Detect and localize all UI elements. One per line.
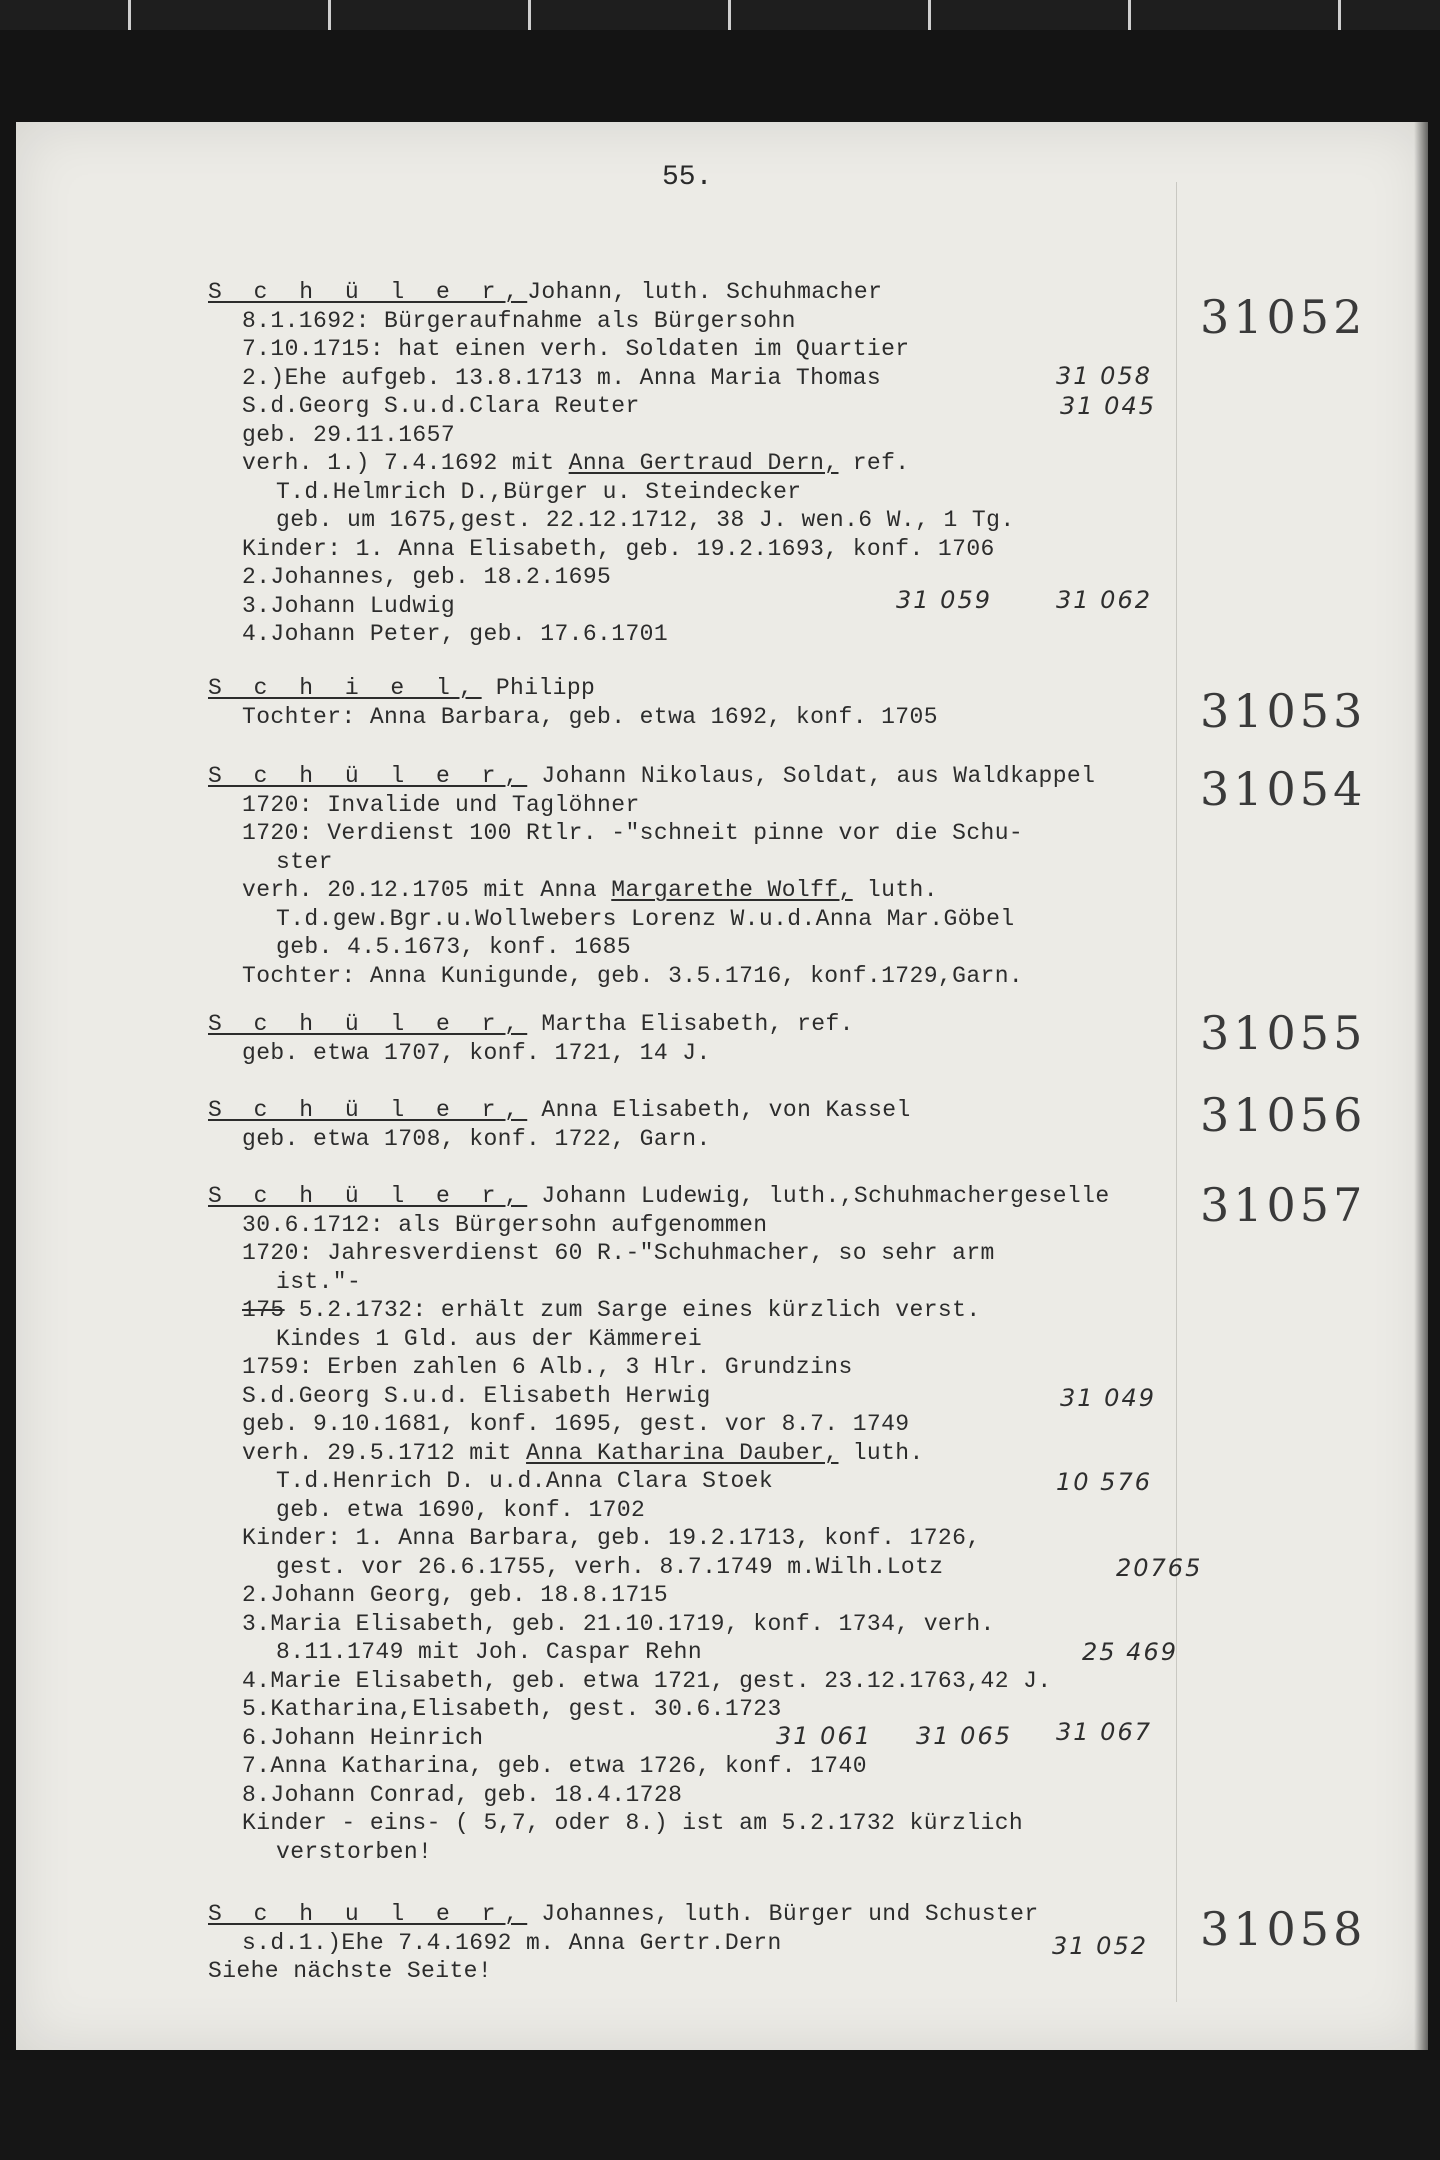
entry-heading: Johann Nikolaus, Soldat, aus Waldkappel [527,763,1096,789]
entry-line: 7.Anna Katharina, geb. etwa 1726, konf. 1740 [242,1753,867,1779]
entry-line: geb. 4.5.1673, konf. 1685 [276,934,632,960]
handwritten-reference: 31 061 [776,1722,872,1750]
entry-number: 31056 [1200,1088,1367,1142]
film-tick [528,0,531,30]
film-tick [728,0,731,30]
film-tick [328,0,331,30]
entry-line: 6.Johann Heinrich [242,1724,484,1751]
handwritten-reference: 20765 [1116,1554,1203,1582]
handwritten-reference: 31 058 [1056,362,1152,390]
entry-line: Kinder - eins- ( 5,7, oder 8.) ist am 5.2.1732 kürzlich [242,1810,1024,1836]
entry-line: 4.Johann Peter, geb. 17.6.1701 [242,621,669,647]
entry-line: T.d.gew.Bgr.u.Wollwebers Lorenz W.u.d.Anna Mar.Göbel [276,905,1015,932]
entry-line: 1720: Jahresverdienst 60 R.-"Schuhmacher, so sehr arm [242,1240,995,1266]
entry-line: geb. etwa 1690, konf. 1702 [276,1496,646,1523]
handwritten-reference: 31 052 [1052,1932,1148,1960]
handwritten-reference: 31 067 [1056,1718,1152,1746]
entry-line: Kinder: 1. Anna Barbara, geb. 19.2.1713, konf. 1726, [242,1525,981,1551]
entry-line: Kinder: 1. Anna Elisabeth, geb. 19.2.1693, konf. 1706 [242,535,995,562]
entry-line: verh. 29.5.1712 mit [242,1439,527,1466]
entry-line: S.d.Georg S.u.d.Clara Reuter [242,393,640,419]
spouse-name: Margarethe Wolff, [611,877,853,903]
entry-31057 [208,1182,1268,1866]
entry-surname: S c h ü l e r, [208,279,528,305]
entry-line: Siehe nächste Seite! [208,1958,493,1984]
entry-31055 [208,1010,1268,1067]
handwritten-reference: 31 065 [916,1722,1012,1750]
entry-surname: S c h i e l, [208,675,482,701]
film-tick [928,0,931,30]
entry-line: s.d.1.)Ehe 7.4.1692 m. Anna Gertr.Dern [242,1929,782,1956]
entry-line: 5.Katharina,Elisabeth, gest. 30.6.1723 [242,1696,782,1722]
film-strip-top [0,0,1440,30]
entry-line: 1720: Verdienst 100 Rtlr. -"schneit pinne vor die Schu- [242,820,1024,846]
entry-surname: S c h ü l e r, [208,763,528,789]
entry-line: 8.1.1692: Bürgeraufnahme als Bürgersohn [242,307,796,334]
document-page [16,122,1428,2050]
entry-line: luth. [852,877,938,903]
entry-heading: Martha Elisabeth, ref. [527,1011,854,1037]
handwritten-reference: 25 469 [1082,1638,1178,1666]
entry-line: S.d.Georg S.u.d. Elisabeth Herwig [242,1382,711,1409]
entry-line: verh. 20.12.1705 mit Anna [242,877,612,903]
entry-line: 8.Johann Conrad, geb. 18.4.1728 [242,1781,683,1808]
entry-line: geb. 29.11.1657 [242,421,456,448]
handwritten-reference: 31 049 [1060,1384,1156,1412]
entry-line: verstorben! [276,1838,433,1865]
entry-line: geb. etwa 1707, konf. 1721, 14 J. [242,1039,711,1066]
page-edge-shadow [1414,122,1428,2050]
entry-line: geb. um 1675,gest. 22.12.1712, 38 J. wen.6 W., 1 Tg. [276,507,1015,533]
page-number: 55. [662,162,713,193]
film-tick [1338,0,1341,30]
entry-line: 1720: Invalide und Taglöhner [242,791,640,818]
struck-text: 175 [242,1297,285,1323]
entry-31053 [208,674,1268,731]
spouse-name: Anna Katharina Dauber, [526,1439,839,1466]
entry-line: ref. [838,450,910,476]
entry-heading: Anna Elisabeth, von Kassel [527,1097,911,1123]
entry-line: 7.10.1715: hat einen verh. Soldaten im Quartier [242,336,910,362]
entry-number: 31057 [1200,1178,1367,1232]
entry-surname: S c h ü l e r, [208,1011,528,1037]
entry-31056 [208,1096,1268,1153]
handwritten-reference: 31 059 [896,586,992,614]
entry-line: 2.)Ehe aufgeb. 13.8.1713 m. Anna Maria Thomas [242,364,882,391]
entry-line: 3.Johann Ludwig [242,592,456,619]
entry-line: 2.Johannes, geb. 18.2.1695 [242,564,612,590]
entry-number: 31054 [1200,762,1367,816]
entry-line: T.d.Henrich D. u.d.Anna Clara Stoek [276,1468,774,1494]
entry-line: T.d.Helmrich D.,Bürger u. Steindecker [276,478,802,505]
entry-line: 1759: Erben zahlen 6 Alb., 3 Hlr. Grundzins [242,1354,853,1380]
entry-line: geb. etwa 1708, konf. 1722, Garn. [242,1125,711,1152]
entry-line: verh. 1.) 7.4.1692 mit [242,450,569,476]
handwritten-reference: 31 062 [1056,586,1152,614]
entry-number: 31052 [1200,290,1367,344]
entry-line: luth. [838,1439,924,1466]
entry-line: Tochter: Anna Kunigunde, geb. 3.5.1716, konf.1729,Garn. [242,962,1024,989]
entry-line: Tochter: Anna Barbara, geb. etwa 1692, konf. 1705 [242,703,938,730]
film-tick [1128,0,1131,30]
entry-line: ist."- [276,1268,362,1295]
entry-line: geb. 9.10.1681, konf. 1695, gest. vor 8.7. 1749 [242,1411,910,1437]
entry-line: 5.2.1732: erhält zum Sarge eines kürzlich verst. [284,1297,981,1323]
entry-line: 3.Maria Elisabeth, geb. 21.10.1719, konf. 1734, verh. [242,1610,995,1637]
entry-heading: Johann, luth. Schuhmacher [527,279,883,305]
entry-surname: S c h ü l e r, [208,1097,528,1123]
entry-31054 [208,762,1268,990]
entry-line: 4.Marie Elisabeth, geb. etwa 1721, gest. 23.12.1763,42 J. [242,1667,1052,1694]
entry-line: ster [276,848,333,875]
entry-line: Kindes 1 Gld. aus der Kämmerei [276,1325,703,1352]
entry-heading: Johannes, luth. Bürger und Schuster [527,1901,1039,1927]
entry-surname: S c h ü l e r, [208,1183,528,1209]
spouse-name: Anna Gertraud Dern, [568,450,839,476]
film-strip-bottom [0,2060,1440,2160]
entry-number: 31055 [1200,1006,1367,1060]
handwritten-reference: 31 045 [1060,392,1156,420]
entry-number: 31053 [1200,684,1367,738]
entry-heading: Philipp [481,675,596,701]
entry-number: 31058 [1200,1902,1367,1956]
entry-heading: Johann Ludewig, luth.,Schuhmachergeselle [527,1183,1110,1209]
handwritten-reference: 10 576 [1056,1468,1152,1496]
entry-line: 30.6.1712: als Bürgersohn aufgenommen [242,1211,768,1238]
entry-line: 8.11.1749 mit Joh. Caspar Rehn [276,1639,703,1665]
film-tick [128,0,131,30]
entry-surname: S c h u l e r, [208,1901,528,1927]
entry-line: gest. vor 26.6.1755, verh. 8.7.1749 m.Wilh.Lotz [276,1553,944,1580]
entry-line: 2.Johann Georg, geb. 18.8.1715 [242,1582,669,1608]
